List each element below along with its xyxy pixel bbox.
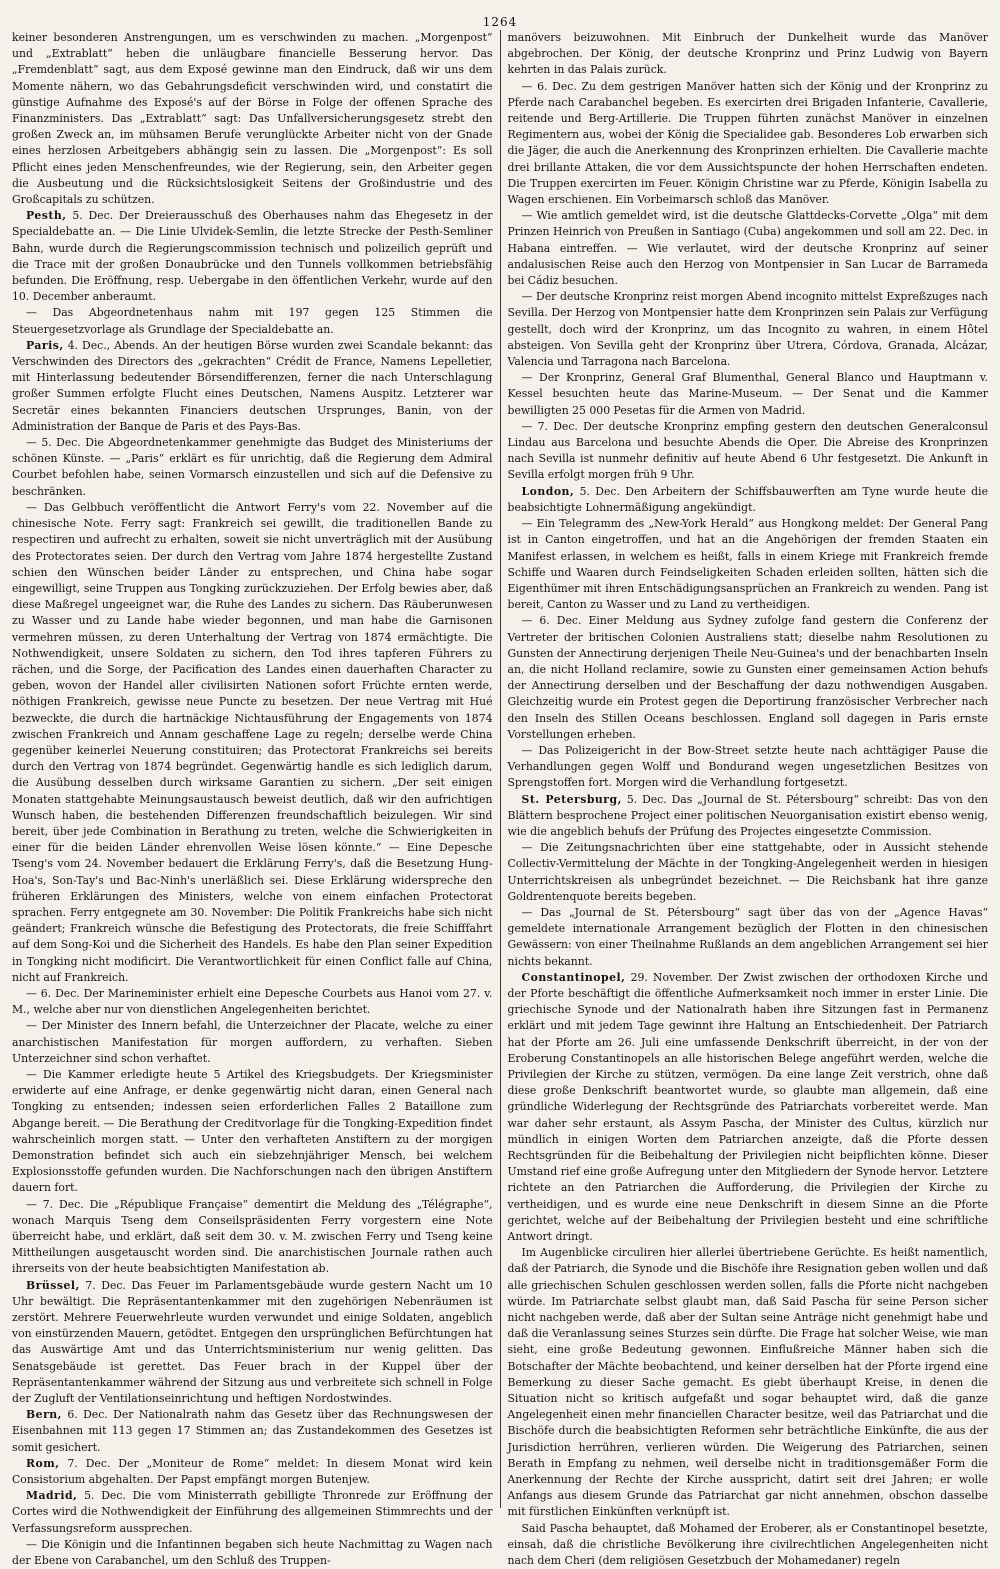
article-paragraph <box>508 516 989 613</box>
article-paragraph <box>508 1521 989 1569</box>
article-paragraph <box>12 986 493 1018</box>
article-text: 29. November. Der Zwist zwischen der orthodoxen Kirche und der Pforte beschäftigt die öffentliche Aufmerksamkeit noch immer in erster Linie. Die griechische Synode und der Nationalrath haben ihre Sitzungen fast in Permanenz erklärt und mit jedem Tage gewinnt ihre Haltung an Entschiedenheit. Der Patriarch hat der Pforte am 26. Juli eine umfassende Denkschrift überreicht, in der von der Eroberung Constantinopels an alle historischen Belege angeführt werden, welche die Privilegien der Kirche zu stützen, vermögen. Da eine lange Zeit verstrich, ohne daß diese große Denkschrift beantwortet wurde, so glaubte man allgemein, daß eine gründliche Widerlegung der Rechtsgründe des Patriarchats vorbereitet werde. Man war daher sehr erstaunt, als Assym Pascha, der Minister des Cultus, kürzlich nur mündlich in einigen Worten dem Patriarchen anzeigte, daß die Pforte dessen Rechtsgründen für die Beibehaltung der Privilegien nicht beipflichten könne. Dieser Umstand rief eine große Aufregung unter den Mitgliedern der Synode hervor. Letztere richtete an den Patriarchen die Aufforderung, die Privilegien der Kirche zu vertheidigen, und es wurde eine neue Denkschrift in diesem Sinne an die Pforte gerichtet, welche auf der Beibehaltung der Privilegien besteht und eine schriftliche Antwort dringt. <box>507 970 988 1244</box>
article-text: — 6. Dec. Einer Meldung aus Sydney zufolge fand gestern die Conferenz der Vertreter der britischen Colonien Australiens statt; dieselbe nahm Resolutionen zu Gunsten der Annectirung derjenigen Theile Neu-Guinea's und der benachbarten Inseln an, die nicht Holland reclamire, sowie zu Gunsten einer gemeinsamen Action behufs der Annectirung derselben und der Beschaffung der dazu nothwendigen Ausgaben. Gleichzeitig wurde ein Protest gegen die Deportirung französischer Verbrecher nach den Inseln des Stillen Oceans beschlossen. England soll dagegen in Paris ernste Vorstellungen erheben. <box>507 614 988 741</box>
dateline: London, <box>521 484 575 498</box>
article-text: — Wie amtlich gemeldet wird, ist die deutsche Glattdecks-Corvette „Olga“ mit dem Prinzen Heinrich von Preußen in Santiago (Cuba) angekommen und soll am 22. Dec. in Habana eintreffen. — Wie verlautet, wird der deutsche Kronprinz auf seiner andalusischen Reise auch den Herzog von Montpensier in San Lucar de Barrameda bei Cádiz besuchen. <box>507 209 988 288</box>
dateline: Bern, <box>26 1408 62 1422</box>
article-text: — Der Kronprinz, General Graf Blumenthal, General Blanco und Hauptmann v. Kessel besuchten heute das Marine-Museum. — Der Senat und die Kammer bewilligten 25 000 Pesetas für die Armen von Madrid. <box>507 371 988 417</box>
article-text: — Der deutsche Kronprinz reist morgen Abend incognito mittelst Expreßzuges nach Sevilla. Der Herzog von Montpensier hatte dem Kronprinzen sein Palais zur Verfügung gestellt, doch wird der Kronprinz, um das Incognito zu wahren, in einem Hôtel absteigen. Von Sevilla geht der Kronprinz über Utrera, Córdova, Granada, Alcázar, Valencia und Tarragona nach Barcelona. <box>507 290 988 369</box>
dateline: Pesth, <box>26 209 67 223</box>
column-rule <box>500 30 501 1508</box>
article-paragraph <box>12 1018 493 1067</box>
article-paragraph <box>508 905 989 970</box>
article-paragraph <box>12 1278 493 1408</box>
article-text: — 5. Dec. Die Abgeordnetenkammer genehmigte das Budget des Ministeriums der schönen Künste. — „Paris“ erklärt es für unrichtig, daß die Regierung dem Admiral Courbet befohlen habe, seinen Vormarsch einzustellen und sich auf die Defensive zu beschränken. <box>12 436 493 498</box>
article-text: 7. Dec. Der „Moniteur de Rome“ meldet: In diesem Monat wird kein Consistorium abgehalten. Der Papst empfängt morgen Butenjew. <box>12 1456 493 1487</box>
article-paragraph <box>508 484 989 516</box>
article-text: — Das Gelbbuch veröffentlicht die Antwort Ferry's vom 22. November auf die chinesische Note. Ferry sagt: Frankreich sei gewillt, die traditionellen Bande zu respectiren und aufrecht zu erhalten, soweit sie nicht unverträglich mit der Ausübung des Protectorates seien. Der durch den Vertrag vom Jahre 1874 hergestellte Zustand schien den Wünschen beider Länder zu entsprechen, und China habe sogar eingewilligt, seine Truppen aus Tongking zurückzuziehen. Der Erfolg bewies aber, daß diese Maßregel ungeeignet war, die Ruhe des Landes zu sichern. Das Räuberunwesen zu Wasser und zu Lande habe wieder begonnen, und man habe die Garnisonen vermehren müssen, zu deren Unterhaltung der Vertrag von 1874 ermächtigte. Die Nothwendigkeit, unsere Soldaten zu sichern, den Tod ihres tapferen Führers zu rächen, und die Sorge, der Pacification des Landes einen dauerhaften Character zu geben, wovon der Handel aller civilisirten Nationen sofort Früchte ernten werde, nöthigen Frankreich, gewisse neue Puncte zu besetzen. Der neue Vertrag mit Hué bezweckte, die durch die hartnäckige Nichtausführung der Engagements von 1874 zwischen Frankreich und Annam geschaffene Lage zu regeln; derselbe werde China gegenüber keinerlei Neuerung constituiren; das Protectorat Frankreichs sei bereits durch den Vertrag von 1874 begründet. Gegenwärtig handle es sich lediglich darum, die Ausübung desselben durch wirksame Garantien zu sichern. „Der seit einigen Monaten stattgehabte Meinungsaustausch beweist deutlich, daß wir den aufrichtigen Wunsch haben, die bestehenden Differenzen freundschaftlich beizulegen. Wir sind bereit, über jede Combination in Berathung zu treten, welche die Schwierigkeiten in einer für die beiden Länder ehrenvollen Weise lösen könnte.“ — Eine Depesche Tseng's vom 24. November bedauert die Erklärung Ferry's, daß die Besetzung Hung-Hoa's, Son-Tay's und Bac-Ninh's unerläßlich sei. Diese Erklärung widerspreche den früheren Erklärungen des Ministers, welche von einem einfachen Protectorat sprachen. Ferry entgegnete am 30. November: Die Politik Frankreichs habe sich nicht geändert; Frankreich wünsche die Befestigung des Protectorats, die freie Schifffahrt auf dem Song-Koi und die Sicherheit des Handels. Es habe den Plan seiner Expedition in Tongking nicht modificirt. Die Verantwortlichkeit für einen Conflict falle auf China, nicht auf Frankreich. <box>12 500 493 984</box>
article-paragraph <box>508 840 989 905</box>
article-text: — Die Zeitungsnachrichten über eine stattgehabte, oder in Aussicht stehende Collectiv-Vermittelung der Mächte in der Tongking-Angelegenheit werden in hiesigen Unterrichtskreisen als unbegründet bezeichnet. — Die Reichsbank hat ihre ganze Goldrentenquote bereits begeben. <box>507 841 988 903</box>
article-text: 6. Dec. Der Nationalrath nahm das Gesetz über das Rechnungswesen der Eisenbahnen mit 113 gegen 17 Stimmen an; das Zustandekommen des Gesetzes ist somit gesichert. <box>12 1408 493 1454</box>
article-text: 4. Dec., Abends. An der heutigen Börse wurden zwei Scandale bekannt: das Verschwinden des Directors des „gekrachten“ Crédit de France, Namens Lepelletier, mit Hinterlassung bedeutender Börsendifferenzen, ferner die nach Unterschlagung großer Summen erfolgte Flucht eines Deutschen, Namens Auspitz. Letzterer war Secretär eines bekannten Financiers deutschen Ursprunges, Banin, von der Administration der Banque de Paris et des Pays-Bas. <box>12 338 493 433</box>
article-text: Im Augenblicke circuliren hier allerlei übertriebene Gerüchte. Es heißt namentlich, daß der Patriarch, die Synode und die Bischöfe ihre Resignation geben wollen und daß alle griechischen Schulen geschlossen werden sollen, falls die Pforte nicht nachgeben würde. Im Patriarchate selbst glaubt man, daß Said Pascha für seine Person sicher nicht nachgeben werde, daß aber der Sultan seine Anträge nicht genehmigt habe und daß die Veranlassung seines Sturzes sein dürfte. Die Frage hat solcher Weise, wie man sieht, eine große Bedeutung gewonnen. Einflußreiche Männer haben sich die Botschafter der Mächte beobachtend, und keiner derselben hat der Pforte irgend eine Bemerkung zu dieser Sache gemacht. Es giebt überhaupt Kreise, in denen die Situation nicht so kritisch aufgefaßt und sogar behauptet wird, daß die ganze Angelegenheit einen mehr financiellen Character besitze, weil das Patriarchat und die Bischöfe durch die beabsichtigten Reformen sehr beträchtliche Einkünfte, die aus der Jurisdiction herrühren, verlieren würden. Die Weigerung des Patriarchen, seinen Berath in Empfang zu nehmen, weil derselbe nicht in traditionsgemäßer Form die Anerkennung der Rechte der Kirche ausspricht, datirt seit drei Jahren; er wolle Anfangs aus diesem Grunde das Patriarchat gar nicht annehmen, obschon dasselbe mit fürstlichen Einkünften verknüpft ist. <box>507 1246 988 1519</box>
article-paragraph <box>12 338 493 435</box>
article-paragraph <box>508 208 989 289</box>
dateline: Paris, <box>26 338 64 352</box>
article-paragraph <box>508 370 989 419</box>
article-text: — Das „Journal de St. Pétersbourg“ sagt über das von der „Agence Havas“ gemeldete internationale Arrangement bezüglich der Flotten in den chinesischen Gewässern: von einer Theilnahme Rußlands an dem angeblichen Arrangement sei hier nichts bekannt. <box>507 905 988 968</box>
left-column <box>8 30 497 1568</box>
dateline: Constantinopel, <box>521 970 626 984</box>
article-paragraph <box>12 1197 493 1278</box>
article-text: keiner besonderen Anstrengungen, um es verschwinden zu machen. „Morgenpost“ und „Extrablatt“ heben die unläugbare financielle Besserung hervor. Das „Fremdenblatt“ sagt, aus dem Exposé gewinne man den Eindruck, daß wir uns dem Momente nähern, wo das Gebahrungsdeficit verschwinden wird, und constatirt die günstige Aufnahme des Exposé's auf der Börse in Folge der offenen Sprache des Finanzministers. Das „Extrablatt“ sagt: Das Unfallversicherungsgesetz strebt den großen Zweck an, im mühsamen Berufe verunglückte Arbeiter nicht von der Gnade eines herzlosen Arbeitgebers abhängig sein zu lassen. Die „Morgenpost“: Es soll Pflicht eines jeden Menschenfreundes, wie der Regierung, sein, den Arbeiter gegen die Ausbeutung und die Rücksichtslosigkeit Seitens der Großindustrie und des Großcapitals zu schützen. <box>12 31 493 207</box>
columns <box>8 30 992 1568</box>
article-text: 5. Dec. Die vom Ministerrath gebilligte Thronrede zur Eröffnung der Cortes wird die Nothwendigkeit der Einführung des allgemeinen Stimmrechts und der Verfassungsreform aussprechen. <box>12 1489 493 1535</box>
article-paragraph <box>508 79 989 209</box>
article-text: — Die Königin und die Infantinnen begaben sich heute Nachmittag zu Wagen nach der Ebene von Carabanchel, um den Schluß des Truppen- <box>12 1537 493 1568</box>
article-paragraph <box>12 500 493 986</box>
article-paragraph <box>12 1456 493 1488</box>
article-paragraph <box>12 305 493 337</box>
article-text: 5. Dec. Das „Journal de St. Pétersbourg“ schreibt: Das von den Blättern besprochene Project einer politischen Neuorganisation existirt ebenso wenig, wie die angeblich behufs der Prüfung des Projectes eingesetzte Commission. <box>507 792 989 838</box>
article-text: — Das Polizeigericht in der Bow-Street setzte heute nach achttägiger Pause die Verhandlungen gegen Wolff und Bondurand wegen ungesetzlichen Besitzes von Sprengstoffen fort. Morgen wird die Verhandlung fortgesetzt. <box>507 743 988 790</box>
article-paragraph <box>508 1245 989 1520</box>
article-paragraph <box>508 419 989 484</box>
article-text: 7. Dec. Das Feuer im Parlamentsgebäude wurde gestern Nacht um 10 Uhr bewältigt. Die Repräsentantenkammer mit den zugehörigen Nebenräumen ist zerstört. Mehrere Feuerwehrleute wurden verwundet und einige Soldaten, angeblich von einstürzenden Mauern, getödtet. Entgegen den ursprünglichen Befürchtungen hat das Auswärtige Amt und das Unterrichtsministerium nur wenig gelitten. Das Senatsgebäude ist gerettet. Das Feuer brach in der Kuppel über der Repräsentantenkammer während der Sitzung aus und verbreitete sich schnell in Folge der Zugluft der Ventilationseinrichtung und heftigen Nordostwindes. <box>12 1278 493 1406</box>
article-paragraph <box>12 1407 493 1456</box>
dateline: Rom, <box>26 1456 60 1470</box>
article-text: — 7. Dec. Die „République Française“ dementirt die Meldung des „Télégraphe“, wonach Marquis Tseng dem Conseilspräsidenten Ferry vorgestern eine Note überreicht habe, und erklärt, daß seit dem 30. v. M. zwischen Ferry und Tseng keine Mittheilungen ausgetauscht worden sind. Die anarchistischen Journale rathen auch ihrerseits von der heute beabsichtigten Manifestation ab. <box>12 1197 493 1276</box>
article-paragraph <box>508 792 989 841</box>
article-text: — Der Minister des Innern befahl, die Unterzeichner der Placate, welche zu einer anarchistischen Manifestation für morgen auffordern, zu verhaften. Sieben Unterzeichner sind schon verhaftet. <box>12 1019 493 1065</box>
article-paragraph <box>508 970 989 1245</box>
article-paragraph <box>12 208 493 305</box>
article-text: — Ein Telegramm des „New-York Herald“ aus Hongkong meldet: Der General Pang ist in Canton eingetroffen, und hat an die Angehörigen der fremden Staaten ein Manifest erlassen, in welchem es heißt, falls in einem Kriege mit Frankreich fremde Schiffe und Waaren durch Feindseligkeiten Schaden erleiden sollten, hätten sich die Eigenthümer mit ihren Entschädigungsansprüchen an Frankreich zu wenden. Pang ist bereit, Canton zu Wasser und zu Land zu vertheidigen. <box>507 517 988 612</box>
article-text: — 6. Dec. Der Marineminister erhielt eine Depesche Courbets aus Hanoi vom 27. v. M., welche aber nur von dienstlichen Angelegenheiten berichtet. <box>12 986 493 1017</box>
dateline: Brüssel, <box>26 1278 80 1292</box>
article-text: — Das Abgeordnetenhaus nahm mit 197 gegen 125 Stimmen die Steuergesetzvorlage als Grundlage der Specialdebatte an. <box>12 306 493 336</box>
article-paragraph <box>508 613 989 743</box>
article-paragraph <box>12 1488 493 1537</box>
page-number: 1264 <box>482 15 518 29</box>
article-text: — 7. Dec. Der deutsche Kronprinz empfing gestern den deutschen Generalconsul Lindau aus Barcelona und besuchte Abends die Oper. Die Abreise des Kronprinzen nach Sevilla ist nunmehr definitiv auf heute Abend 6 Uhr festgesetzt. Die Ankunft in Sevilla erfolgt morgen früh 9 Uhr. <box>507 419 988 482</box>
article-paragraph <box>12 30 493 208</box>
article-paragraph <box>508 743 989 792</box>
article-paragraph <box>12 1067 493 1197</box>
article-paragraph <box>508 30 989 79</box>
article-paragraph <box>508 289 989 370</box>
article-text: 5. Dec. Der Dreierausschuß des Oberhauses nahm das Ehegesetz in der Specialdebatte an. — Die Linie Ulvidek-Semlin, die letzte Strecke der Pesth-Semliner Bahn, wurde durch die Regierungscommission technisch und polizeilich geprüft und die Trace mit der großen Donaubrücke und den Tunnels vollkommen betriebsfähig befunden. Die Eröffnung, resp. Uebergabe in den öffentlichen Verkehr, wurde auf den 10. December anberaumt. <box>12 209 493 304</box>
article-paragraph <box>12 435 493 500</box>
dateline: St. Petersburg, <box>521 792 622 806</box>
article-text: — Die Kammer erledigte heute 5 Artikel des Kriegsbudgets. Der Kriegsminister erwiderte auf eine Anfrage, er denke gegenwärtig nicht daran, einen General nach Tongking zu entsenden; indessen seien erforderlichen Falles 2 Bataillone zum Abgange bereit. — Die Berathung der Creditvorlage für die Tongking-Expedition findet wahrscheinlich morgen statt. — Unter den verhafteten Anstiftern zu der morgigen Demonstration befindet sich auch ein siebzehnjähriger Mensch, bei welchem Explosionsstoffe gefunden wurden. Die Nachforschungen nach den übrigen Anstiftern dauern fort. <box>12 1068 493 1195</box>
right-column <box>504 30 993 1568</box>
article-text: 5. Dec. Den Arbeitern der Schiffsbauwerften am Tyne wurde heute die beabsichtigte Lohnermäßigung angekündigt. <box>507 484 988 514</box>
article-text: manövers beizuwohnen. Mit Einbruch der Dunkelheit wurde das Manöver abgebrochen. Der König, der deutsche Kronprinz und Prinz Ludwig von Bayern kehrten in das Palais zurück. <box>507 31 988 77</box>
article-paragraph <box>12 1537 493 1569</box>
dateline: Madrid, <box>26 1489 78 1503</box>
article-text: Said Pascha behauptet, daß Mohamed der Eroberer, als er Constantinopel besetzte, einsah, daß die christliche Bevölkerung ihre civilrechtlichen Angelegenheiten nicht nach dem Cheri (dem religiösen Gesetzbuch der Mohamedaner) regeln <box>507 1521 988 1568</box>
article-text: — 6. Dec. Zu dem gestrigen Manöver hatten sich der König und der Kronprinz zu Pferde nach Carabanchel begeben. Es exercirten drei Brigaden Infanterie, Cavallerie, reitende und Berg-Artillerie. Die Truppen führten zunächst Manöver in einzelnen Regimentern aus, wobei der König die Specialidee gab. Besonderes Lob erwarben sich die Jäger, die auch die Anerkennung des Kronprinzen erhielten. Die Cavallerie machte drei brillante Attaken, die vor dem Aussichtspuncte der hohen Herrschaften endeten. Die Truppen exercirten im Feuer. Königin Christine war zu Pferde, Königin Isabella zu Wagen erschienen. Ein Vorbeimarsch schloß das Manöver. <box>507 79 988 207</box>
